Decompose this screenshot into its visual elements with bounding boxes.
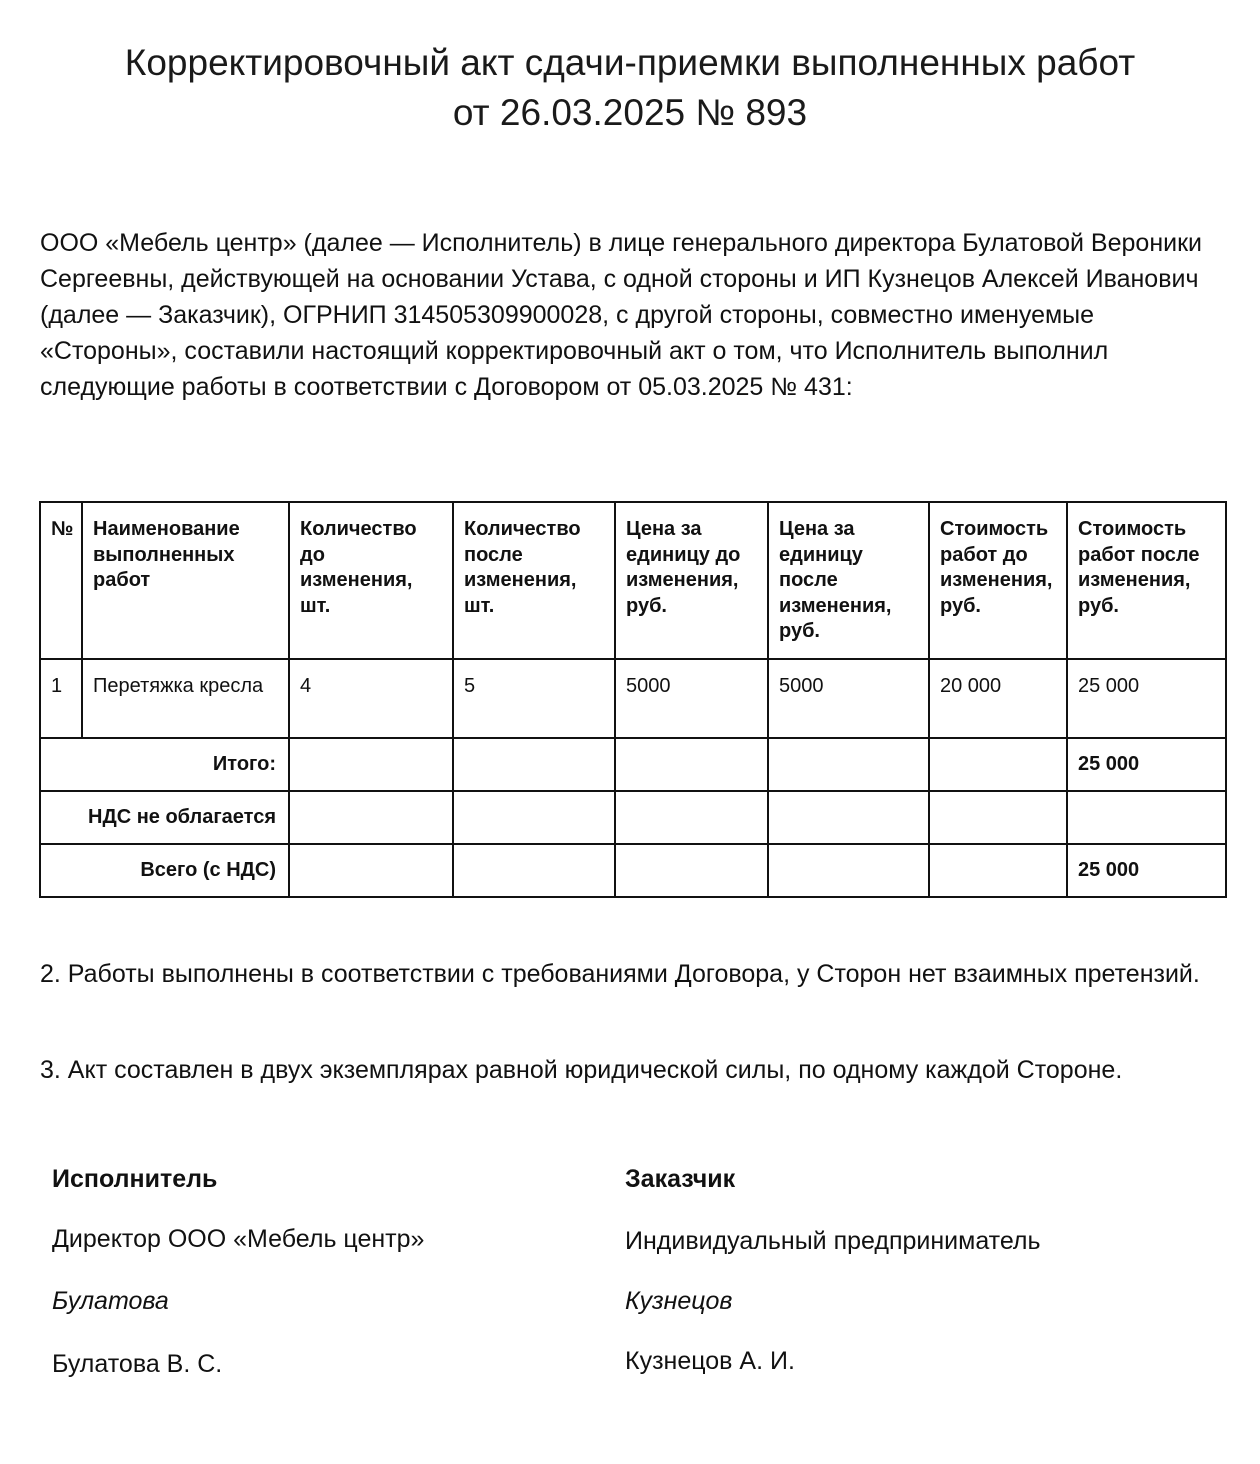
table-cell <box>768 844 929 897</box>
works-table <box>39 501 1227 898</box>
table-cell: 1 <box>40 659 82 738</box>
header-cell: Стоимость работ до изменения, руб. <box>929 502 1067 659</box>
table-cell <box>615 738 768 791</box>
customer-name: Кузнецов А. И. <box>625 1347 795 1375</box>
title-line-1: Корректировочный акт сдачи-приемки выполненных работ <box>124 42 1136 83</box>
table-cell <box>289 738 453 791</box>
executor-name: Булатова В. С. <box>52 1350 223 1378</box>
table-cell <box>453 844 615 897</box>
customer-position: Индивидуальный предприниматель <box>625 1227 1041 1255</box>
table-cell <box>768 791 929 844</box>
executor-heading: Исполнитель <box>52 1165 218 1193</box>
title-line-2: от 26.03.2025 № 893 <box>452 92 808 133</box>
header-cell: Цена за единицу после изменения, руб. <box>768 502 929 659</box>
header-cell: Стоимость работ после изменения, руб. <box>1067 502 1226 659</box>
grand-total-label: Всего (с НДС) <box>40 844 289 897</box>
table-cell <box>1067 791 1226 844</box>
header-cell: Количество до изменения, шт. <box>289 502 453 659</box>
table-cell <box>768 738 929 791</box>
table-cell: Перетяжка кресла <box>82 659 289 738</box>
total-value: 25 000 <box>1067 738 1226 791</box>
grand-total-value: 25 000 <box>1067 844 1226 897</box>
document-title <box>0 38 1260 138</box>
clause-2: 2. Работы выполнены в соответствии с требованиями Договора, у Сторон нет взаимных претензий. <box>40 960 1200 988</box>
vat-row <box>40 791 1226 844</box>
total-row <box>40 738 1226 791</box>
table-cell <box>289 844 453 897</box>
total-label: Итого: <box>40 738 289 791</box>
header-cell: № <box>40 502 82 659</box>
table-cell: 20 000 <box>929 659 1067 738</box>
executor-position: Директор ООО «Мебель центр» <box>52 1225 425 1253</box>
customer-heading: Заказчик <box>625 1165 736 1193</box>
table-cell: 25 000 <box>1067 659 1226 738</box>
table-cell: 5 <box>453 659 615 738</box>
table-cell <box>615 791 768 844</box>
table-cell <box>929 738 1067 791</box>
customer-signature: Кузнецов <box>625 1287 733 1315</box>
header-cell: Цена за единицу до изменения, руб. <box>615 502 768 659</box>
table-cell <box>453 791 615 844</box>
table-cell <box>929 791 1067 844</box>
table-cell: 5000 <box>768 659 929 738</box>
header-cell: Наименование выполненных работ <box>82 502 289 659</box>
table-cell <box>615 844 768 897</box>
table-cell: 5000 <box>615 659 768 738</box>
table-cell <box>453 738 615 791</box>
clause-3: 3. Акт составлен в двух экземплярах равной юридической силы, по одному каждой Стороне. <box>40 1056 1123 1084</box>
table-header-row <box>40 502 1226 659</box>
vat-label: НДС не облагается <box>40 791 289 844</box>
table-row <box>40 659 1226 738</box>
intro-paragraph: ООО «Мебель центр» (далее — Исполнитель) в лице генерального директора Булатовой Вероники Сергеевны, действующей на основании Устава, с одной стороны и ИП Кузнецов Алексей Иванович (далее — Заказчик), ОГРНИП 314505309900028, с другой стороны, совместно именуемые «Стороны», составили настоящий корректировочный акт о том, что Исполнитель выполнил следующие работы в соответствии с Договором от 05.03.2025 № 431: <box>40 229 1202 401</box>
executor-signature: Булатова <box>52 1287 169 1315</box>
header-cell: Количество после изменения, шт. <box>453 502 615 659</box>
table-cell <box>929 844 1067 897</box>
table-cell: 4 <box>289 659 453 738</box>
grand-total-row <box>40 844 1226 897</box>
table-cell <box>289 791 453 844</box>
